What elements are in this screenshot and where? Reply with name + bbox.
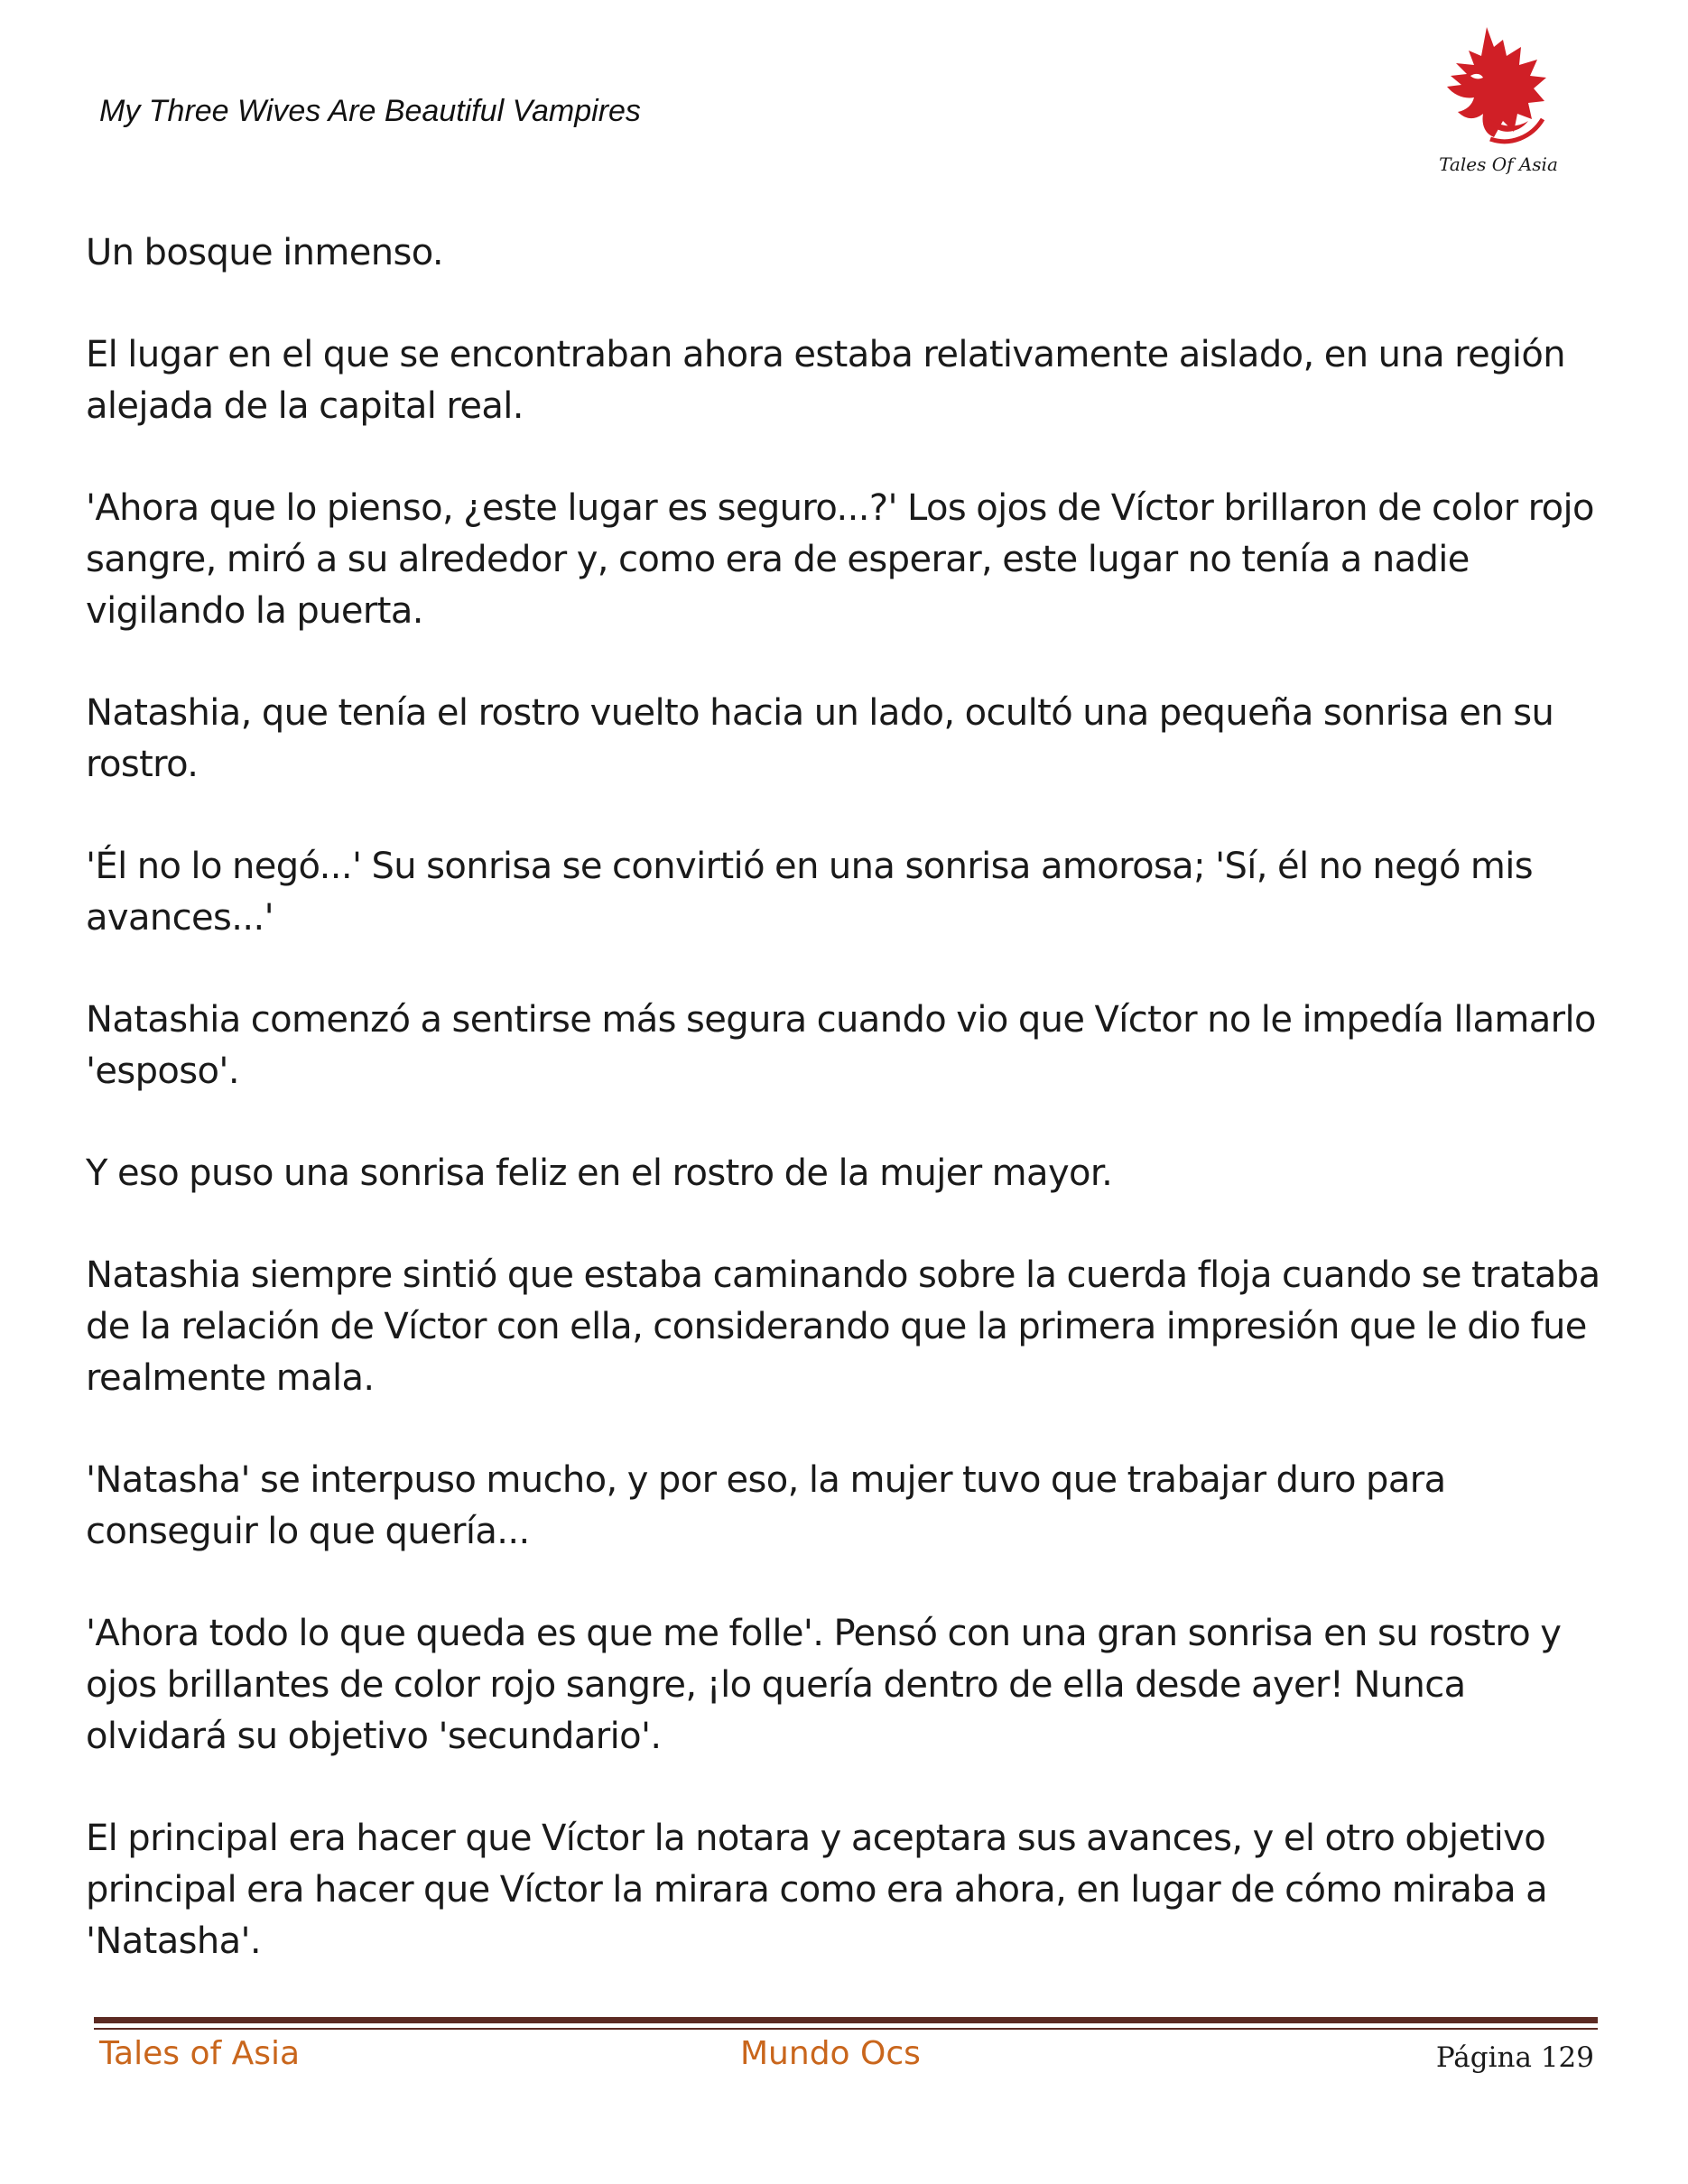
chapter-body [86,227,1602,2018]
paragraph: 'Ahora que lo pienso, ¿este lugar es seguro...?' Los ojos de Víctor brillaron de color rojo sangre, miró a su alrededor y, como era de esperar, este lugar no tenía a nadie vigilando la puerta. [86,487,1594,632]
logo-caption: Tales Of Asia [1439,153,1558,175]
paragraph: Un bosque inmenso. [86,232,444,273]
paragraph: 'Ahora todo lo que queda es que me folle'. Pensó con una gran sonrisa en su rostro y ojos brillantes de color rojo sangre, ¡lo quería dentro de ella desde ayer! Nunca olvidará su objetivo 'secundario'. [86,1613,1562,1757]
footer-divider-thin [94,2028,1598,2030]
paragraph: El lugar en el que se encontraban ahora estaba relativamente aislado, en una región alejada de la capital real. [86,334,1566,427]
paragraph: Y eso puso una sonrisa feliz en el rostro de la mujer mayor. [86,1152,1113,1194]
paragraph: El principal era hacer que Víctor la notara y aceptara sus avances, y el otro objetivo principal era hacer que Víctor la mirara como era ahora, en lugar de cómo miraba a 'Natasha'. [86,1818,1548,1962]
paragraph: 'Natasha' se interpuso mucho, y por eso, la mujer tuvo que trabajar duro para conseguir lo que quería... [86,1459,1446,1552]
paragraph: 'Él no lo negó...' Su sonrisa se convirtió en una sonrisa amorosa; 'Sí, él no negó mis avances...' [86,846,1534,939]
tales-of-asia-logo [1431,20,1566,182]
dragon-logo-icon [1431,20,1566,155]
footer-translator: Mundo Ocs [740,2035,921,2072]
paragraph: Natashia, que tenía el rostro vuelto hacia un lado, ocultó una pequeña sonrisa en su rostro. [86,692,1554,785]
footer-divider [94,2017,1598,2023]
footer-site-name: Tales of Asia [99,2035,301,2072]
paragraph: Natashia siempre sintió que estaba caminando sobre la cuerda floja cuando se trataba de la relación de Víctor con ella, considerando que la primera impresión que le dio fue realmente mala. [86,1254,1600,1399]
paragraph: Natashia comenzó a sentirse más segura cuando vio que Víctor no le impedía llamarlo 'esposo'. [86,999,1596,1092]
book-title: My Three Wives Are Beautiful Vampires [99,94,641,128]
page-number: Página 129 [1435,2041,1594,2074]
